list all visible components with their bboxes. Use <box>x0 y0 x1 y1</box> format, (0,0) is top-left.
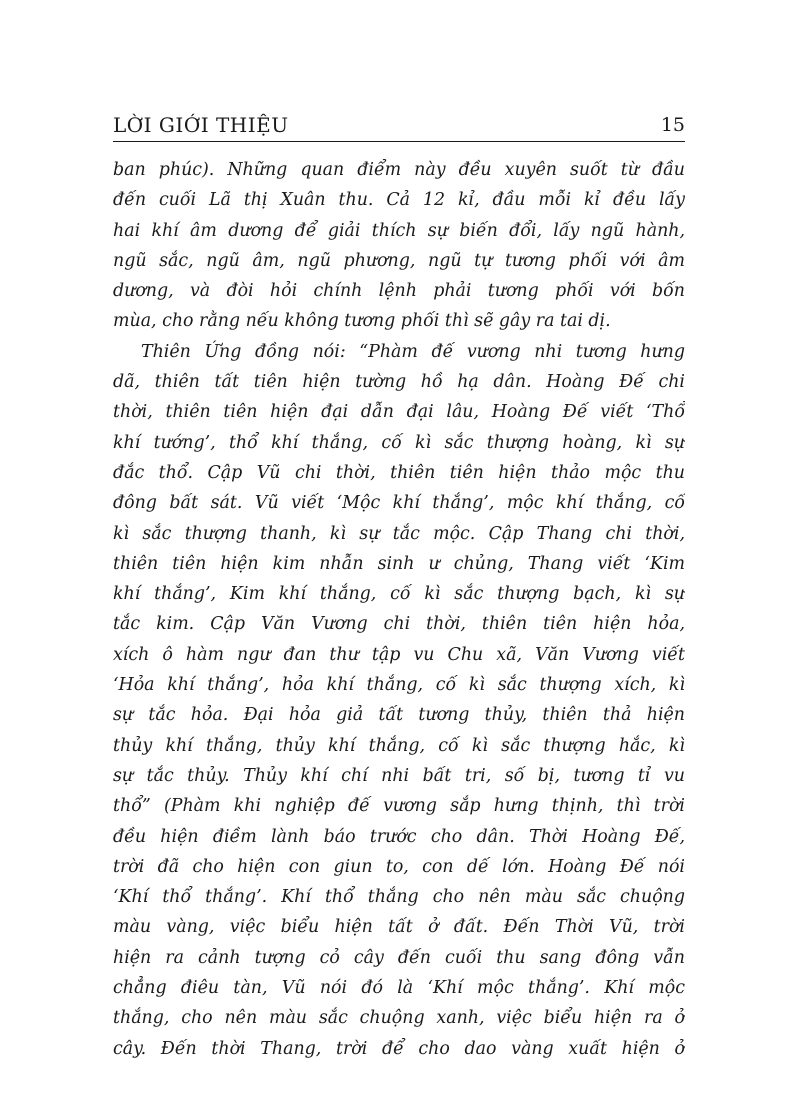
page-header <box>113 110 685 144</box>
text-line: thời, thiên tiên hiện đại dẫn đại lâu, Hoàng Đế viết ‘Thổ <box>113 402 685 423</box>
text-line: thổ” (Phàm khi nghiệp đế vương sắp hưng thịnh, thì trời <box>113 796 685 817</box>
text-line: hiện ra cảnh tượng cỏ cây đến cuối thu sang đông vẫn <box>113 947 685 968</box>
text-line: thắng, cho nên màu sắc chuộng xanh, việc biểu hiện ra ở <box>113 1008 685 1029</box>
text-line: Thiên Ứng đồng nói: “Phàm đế vương nhi tương hưng <box>141 341 685 362</box>
text-line: ‘Khí thổ thắng’. Khí thổ thắng cho nên màu sắc chuộng <box>113 887 685 908</box>
text-line: xích ô hàm ngư đan thư tập vu Chu xã, Văn Vương viết <box>113 644 685 665</box>
text-line: dương, và đòi hỏi chính lệnh phải tương phối với bốn <box>113 281 685 302</box>
text-line: sự tắc hỏa. Đại hỏa giả tất tương thủy, thiên thả hiện <box>113 705 685 726</box>
header-divider <box>113 141 685 142</box>
text-line: thiên tiên hiện kim nhẫn sinh ư chủng, Thang viết ‘Kim <box>113 553 685 574</box>
text-line: ‘Hỏa khí thắng’, hỏa khí thắng, cố kì sắc thượng xích, kì <box>113 675 685 696</box>
body-text <box>113 155 685 1064</box>
text-line: đắc thổ. Cập Vũ chi thời, thiên tiên hiện thảo mộc thu <box>113 462 685 483</box>
text-line: chẳng điêu tàn, Vũ nói đó là ‘Khí mộc thắng’. Khí mộc <box>113 978 685 999</box>
text-line: cây. Đến thời Thang, trời để cho dao vàng xuất hiện ở <box>113 1038 685 1059</box>
text-line: dã, thiên tất tiên hiện tường hồ hạ dân. Hoàng Đế chi <box>113 372 685 393</box>
text-line: màu vàng, việc biểu hiện tất ở đất. Đến Thời Vũ, trời <box>113 917 685 938</box>
text-line: đông bất sát. Vũ viết ‘Mộc khí thắng’, mộc khí thắng, cố <box>113 493 685 514</box>
page-number: 15 <box>660 114 685 136</box>
text-line: khí tướng’, thổ khí thắng, cố kì sắc thượng hoàng, kì sự <box>113 432 685 453</box>
text-line: đến cuối Lã thị Xuân thu. Cả 12 kỉ, đầu mỗi kỉ đều lấy <box>113 190 685 211</box>
text-line: ban phúc). Những quan điểm này đều xuyên suốt từ đầu <box>113 160 685 180</box>
text-line: ngũ sắc, ngũ âm, ngũ phương, ngũ tự tương phối với âm <box>113 250 685 271</box>
chapter-title: LỜI GIỚI THIỆU <box>113 113 289 137</box>
text-line: mùa, cho rằng nếu không tương phối thì sẽ gây ra tai dị. <box>113 311 611 332</box>
text-line: hai khí âm dương để giải thích sự biến đổi, lấy ngũ hành, <box>113 220 685 241</box>
text-line: kì sắc thượng thanh, kì sự tắc mộc. Cập Thang chi thời, <box>113 523 685 544</box>
text-line: thủy khí thắng, thủy khí thắng, cố kì sắc thượng hắc, kì <box>113 735 685 756</box>
text-line: đều hiện điềm lành báo trước cho dân. Thời Hoàng Đế, <box>113 826 685 847</box>
text-line: trời đã cho hiện con giun to, con dế lớn. Hoàng Đế nói <box>113 856 685 877</box>
text-line: sự tắc thủy. Thủy khí chí nhi bất tri, số bị, tương tỉ vu <box>113 765 685 786</box>
text-line: tắc kim. Cập Văn Vương chi thời, thiên tiên hiện hỏa, <box>113 614 685 635</box>
text-line: khí thắng’, Kim khí thắng, cố kì sắc thượng bạch, kì sự <box>113 584 685 605</box>
